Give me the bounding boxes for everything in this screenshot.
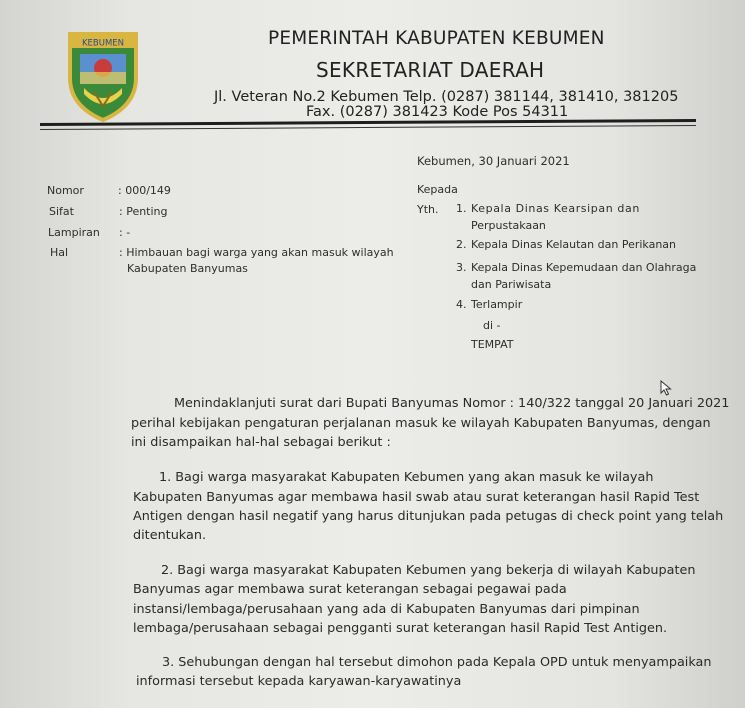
recipient-line: Terlampir bbox=[471, 298, 523, 311]
intro-line: Menindaklanjuti surat dari Bupati Banyumas Nomor : 140/322 tanggal 20 Januari 2021 bbox=[174, 396, 730, 411]
point-1-line: ditentukan. bbox=[133, 528, 207, 543]
recipient-line: dan Pariwisata bbox=[471, 278, 552, 291]
recipient-number: 4. bbox=[456, 298, 467, 311]
letter-date: Kebumen, 30 Januari 2021 bbox=[417, 154, 570, 168]
header-secretariat: SEKRETARIAT DAERAH bbox=[316, 58, 545, 82]
lampiran-value: : - bbox=[119, 226, 131, 239]
recipient-line: Kepala Dinas Kepemudaan dan Olahraga bbox=[471, 261, 697, 274]
logo-text: KEBUMEN bbox=[81, 38, 125, 49]
nomor-label: Nomor bbox=[47, 184, 84, 197]
hal-value: : Himbauan bagi warga yang akan masuk wilayah bbox=[119, 246, 394, 259]
di-label: di - bbox=[483, 319, 501, 332]
nomor-value: : 000/149 bbox=[118, 184, 171, 197]
point-2-line: lembaga/perusahaan sebagai pengganti surat keterangan hasil Rapid Test Antigen. bbox=[133, 621, 668, 636]
recipient-number: 3. bbox=[456, 261, 467, 274]
header-government-name: PEMERINTAH KABUPATEN KEBUMEN bbox=[268, 28, 605, 49]
yth-label: Yth. bbox=[417, 203, 439, 216]
point-3-line: informasi tersebut kepada karyawan-karyawatinya bbox=[136, 674, 462, 689]
mouse-pointer-icon bbox=[660, 380, 672, 396]
hal-label: Hal bbox=[50, 246, 69, 259]
point-2-line: instansi/lembaga/perusahaan yang ada di Kabupaten Banyumas dari pimpinan bbox=[133, 602, 640, 617]
point-1-line: 1. Bagi warga masyarakat Kabupaten Kebumen yang akan masuk ke wilayah bbox=[159, 470, 654, 485]
point-1-line: Antigen dengan hasil negatif yang harus ditunjukan pada petugas di check point yang telah bbox=[133, 509, 724, 524]
kebumen-crest-logo bbox=[64, 28, 142, 124]
recipient-line: Kepala Dinas Kearsipan dan bbox=[471, 202, 640, 215]
hal-value-cont: Kabupaten Banyumas bbox=[127, 262, 248, 275]
recipient-number: 2. bbox=[456, 238, 467, 251]
recipient-line: Kepala Dinas Kelautan dan Perikanan bbox=[471, 238, 677, 251]
point-2-line: 2. Bagi warga masyarakat Kabupaten Kebumen yang bekerja di wilayah Kabupaten bbox=[161, 563, 696, 578]
point-1-line: Kabupaten Banyumas agar membawa hasil swab atau surat keterangan hasil Rapid Test bbox=[133, 490, 700, 505]
sifat-value: : Penting bbox=[119, 205, 168, 218]
intro-line: ini disampaikan hal-hal sebagai berikut : bbox=[131, 435, 391, 450]
header-fax: Fax. (0287) 381423 Kode Pos 54311 bbox=[306, 104, 569, 120]
kepada-label: Kepada bbox=[417, 183, 458, 196]
intro-line: perihal kebijakan pengaturan perjalanan masuk ke wilayah Kabupaten Banyumas, dengan bbox=[131, 416, 711, 431]
point-2-line: Banyumas agar membawa surat keterangan sebagai pegawai pada bbox=[133, 582, 567, 597]
header-address: Jl. Veteran No.2 Kebumen Telp. (0287) 381144, 381410, 381205 bbox=[214, 89, 679, 105]
lampiran-label: Lampiran bbox=[48, 226, 100, 239]
recipient-line: Perpustakaan bbox=[471, 219, 546, 232]
sifat-label: Sifat bbox=[49, 205, 74, 218]
tempat-label: TEMPAT bbox=[471, 338, 514, 351]
recipient-number: 1. bbox=[456, 202, 467, 215]
point-3-line: 3. Sehubungan dengan hal tersebut dimohon pada Kepala OPD untuk menyampaikan bbox=[162, 655, 712, 670]
